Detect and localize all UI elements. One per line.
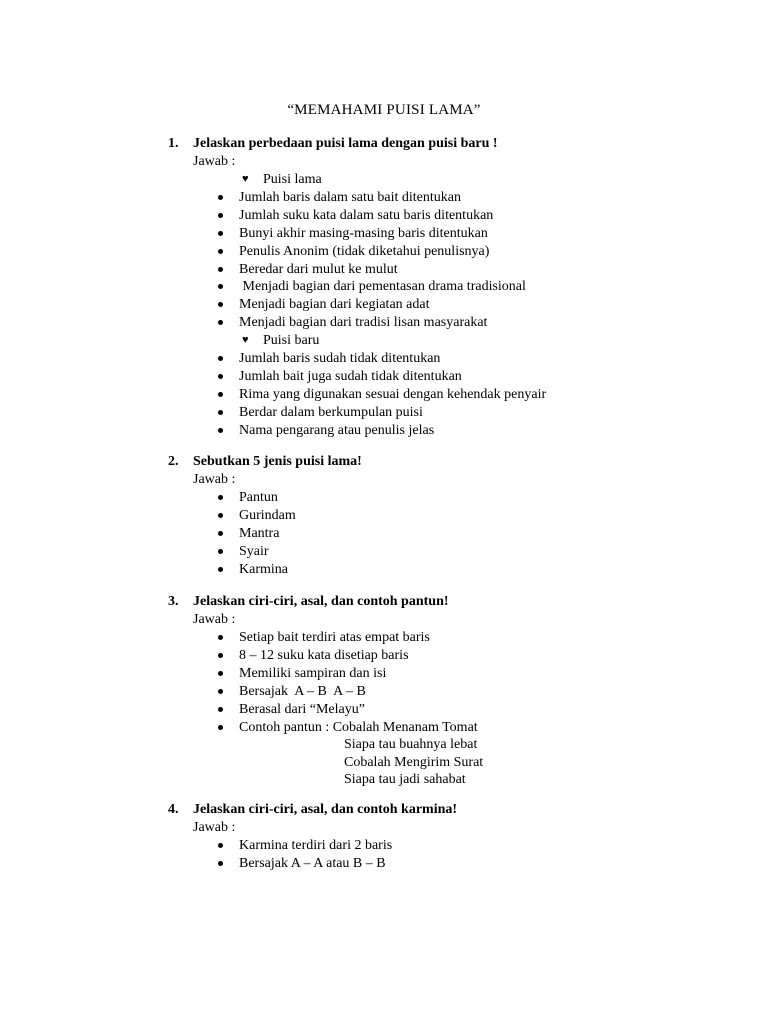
question-text: Jelaskan ciri-ciri, asal, dan contoh pantun! — [193, 594, 449, 609]
bullet-icon — [168, 386, 239, 404]
bullet-list — [168, 837, 728, 873]
bullet-icon — [168, 314, 239, 332]
bullet-icon — [168, 189, 239, 207]
list-item: Contoh pantun : Cobalah Menanam Tomat — [168, 719, 728, 737]
heart-bullet-icon: ♥ — [242, 334, 249, 347]
list-item: Beredar dari mulut ke mulut — [168, 261, 728, 279]
list-item: Nama pengarang atau penulis jelas — [168, 422, 728, 440]
bullet-icon — [168, 350, 239, 368]
question-text: Jelaskan ciri-ciri, asal, dan contoh karmina! — [193, 802, 458, 817]
bullet-list — [168, 629, 728, 736]
answer-label: Jawab : — [193, 472, 236, 487]
list-item: Memiliki sampiran dan isi — [168, 665, 728, 683]
list-item: Bersajak A – B A – B — [168, 683, 728, 701]
bullet-icon — [168, 422, 239, 440]
list-item: Karmina — [168, 561, 728, 579]
bullet-icon — [168, 719, 239, 737]
bullet-icon — [168, 561, 239, 579]
question-number: 4. — [168, 802, 179, 817]
bullet-icon — [168, 855, 239, 873]
answer-label: Jawab : — [193, 820, 236, 835]
pantun-line: Cobalah Mengirim Surat — [344, 754, 484, 770]
question-3 — [168, 593, 728, 789]
bullet-icon — [168, 647, 239, 665]
bullet-icon — [168, 489, 239, 507]
list-item: Bunyi akhir masing-masing baris ditentukan — [168, 225, 728, 243]
list-item: Jumlah bait juga sudah tidak ditentukan — [168, 368, 728, 386]
list-item: Setiap bait terdiri atas empat baris — [168, 629, 728, 647]
list-item: Jumlah baris dalam satu bait ditentukan — [168, 189, 728, 207]
bullet-icon — [168, 525, 239, 543]
list-item: Bersajak A – A atau B – B — [168, 855, 728, 873]
group-heading: ♥ Puisi baru — [242, 333, 320, 349]
bullet-icon — [168, 629, 239, 647]
bullet-icon — [168, 543, 239, 561]
question-2 — [168, 453, 728, 579]
question-number: 1. — [168, 136, 179, 151]
bullet-icon — [168, 507, 239, 525]
question-text: Jelaskan perbedaan puisi lama dengan puisi baru ! — [193, 136, 498, 151]
bullet-list — [168, 189, 728, 332]
bullet-icon — [168, 225, 239, 243]
bullet-icon — [168, 683, 239, 701]
question-1 — [168, 135, 728, 440]
document-title: “MEMAHAMI PUISI LAMA” — [287, 102, 481, 118]
list-item: Mantra — [168, 525, 728, 543]
question-text: Sebutkan 5 jenis puisi lama! — [193, 454, 362, 469]
list-item: Karmina terdiri dari 2 baris — [168, 837, 728, 855]
bullet-icon — [168, 404, 239, 422]
question-number: 2. — [168, 454, 179, 469]
list-item: Berasal dari “Melayu” — [168, 701, 728, 719]
list-item: Rima yang digunakan sesuai dengan kehendak penyair — [168, 386, 728, 404]
list-item: Gurindam — [168, 507, 728, 525]
bullet-list — [168, 489, 728, 579]
list-item: Syair — [168, 543, 728, 561]
bullet-icon — [168, 701, 239, 719]
bullet-icon — [168, 207, 239, 225]
bullet-icon — [168, 243, 239, 261]
question-number: 3. — [168, 594, 179, 609]
bullet-list — [168, 350, 728, 440]
bullet-icon — [168, 665, 239, 683]
answer-label: Jawab : — [193, 612, 236, 627]
list-item: Pantun — [168, 489, 728, 507]
list-item: Berdar dalam berkumpulan puisi — [168, 404, 728, 422]
heart-bullet-icon: ♥ — [242, 173, 249, 185]
bullet-icon — [168, 261, 239, 279]
list-item: Menjadi bagian dari tradisi lisan masyarakat — [168, 314, 728, 332]
pantun-line: Siapa tau jadi sahabat — [344, 772, 466, 788]
question-4 — [168, 801, 728, 873]
bullet-icon — [168, 296, 239, 314]
answer-label: Jawab : — [193, 154, 236, 169]
list-item: 8 – 12 suku kata disetiap baris — [168, 647, 728, 665]
bullet-icon — [168, 837, 239, 855]
pantun-line: Siapa tau buahnya lebat — [344, 737, 478, 753]
list-item: Jumlah suku kata dalam satu baris ditentukan — [168, 207, 728, 225]
bullet-icon — [168, 368, 239, 386]
group-heading: ♥ Puisi lama — [242, 172, 322, 187]
list-item: Penulis Anonim (tidak diketahui penulisnya) — [168, 243, 728, 261]
bullet-icon — [168, 278, 239, 296]
list-item: Menjadi bagian dari pementasan drama tradisional — [168, 278, 728, 296]
list-item: Menjadi bagian dari kegiatan adat — [168, 296, 728, 314]
list-item: Jumlah baris sudah tidak ditentukan — [168, 350, 728, 368]
